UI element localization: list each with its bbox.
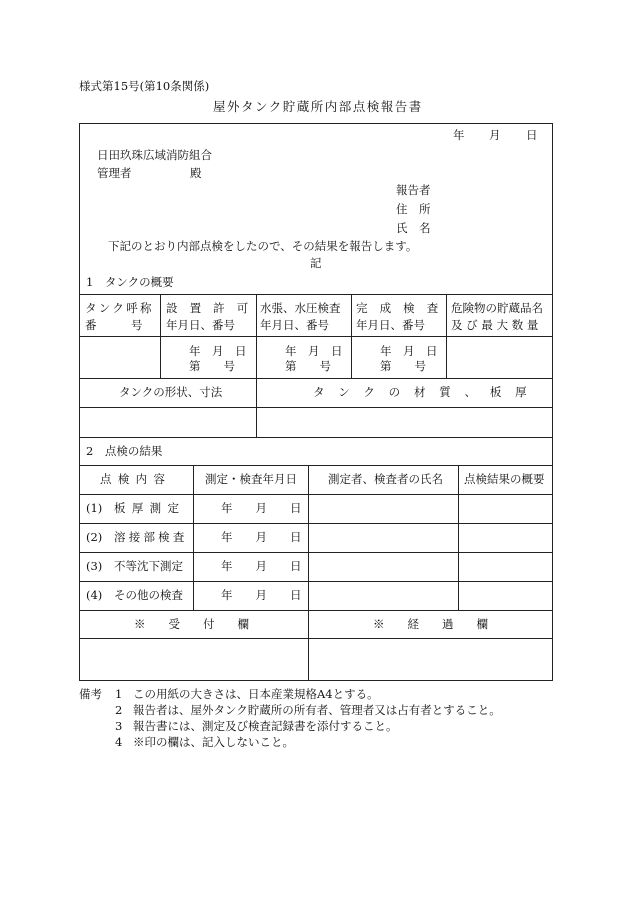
note-text: この用紙の大きさは、日本産業規格A4とする。 bbox=[133, 687, 379, 701]
col-completion-2: 年月日、番号 bbox=[356, 318, 425, 332]
col-pressure-test: 水張、水圧検査 bbox=[260, 301, 341, 315]
col-result-summary: 点検結果の概要 bbox=[464, 472, 545, 486]
notes-label: 備考 bbox=[79, 687, 102, 701]
divider bbox=[458, 465, 459, 610]
row-number: (1) bbox=[86, 501, 103, 515]
divider bbox=[79, 638, 553, 639]
divider bbox=[79, 523, 553, 524]
page-title: 屋外タンク貯蔵所内部点検報告書 bbox=[213, 99, 423, 114]
note-text: 報告者は、屋外タンク貯蔵所の所有者、管理者又は占有者とすること。 bbox=[133, 703, 501, 717]
divider bbox=[79, 610, 553, 611]
note-number: 2 bbox=[115, 703, 123, 717]
col-permit-2: 年月日、番号 bbox=[166, 318, 235, 332]
divider bbox=[79, 437, 553, 438]
section1-heading: 1 タンクの概要 bbox=[86, 275, 174, 289]
row-number: (3) bbox=[86, 559, 103, 573]
note-number: 4 bbox=[115, 735, 123, 749]
divider bbox=[79, 407, 553, 408]
col-inspection-item: 点検内容 bbox=[100, 472, 172, 486]
section2-heading: 2 点検の結果 bbox=[86, 444, 163, 458]
address-label: 住 所 bbox=[396, 202, 431, 216]
row-date: 年 月 日 bbox=[221, 559, 302, 573]
row-number: (2) bbox=[86, 530, 103, 544]
divider bbox=[79, 494, 553, 495]
date-month: 月 bbox=[489, 128, 501, 142]
completion-number: 第 号 bbox=[380, 359, 426, 373]
honorific: 殿 bbox=[190, 166, 202, 180]
manager-label: 管理者 bbox=[97, 166, 132, 180]
note-number: 3 bbox=[115, 719, 123, 733]
pressure-date: 年 月 日 bbox=[285, 344, 343, 358]
note-text: ※印の欄は、記入しないこと。 bbox=[133, 735, 294, 749]
progress-column-label: ※ 経 過 欄 bbox=[373, 617, 488, 631]
row-date: 年 月 日 bbox=[221, 588, 302, 602]
date-day: 日 bbox=[526, 128, 538, 142]
pressure-number: 第 号 bbox=[285, 359, 331, 373]
col-permit: 設置許可 bbox=[166, 301, 261, 315]
name-label: 氏 名 bbox=[396, 221, 431, 235]
row-date: 年 月 日 bbox=[221, 530, 302, 544]
statement: 下記のとおり内部点検をしたので、その結果を報告します。 bbox=[108, 239, 418, 253]
row-date: 年 月 日 bbox=[221, 501, 302, 515]
row-item: 不等沈下測定 bbox=[114, 559, 183, 573]
row-item: 板厚測定 bbox=[114, 501, 186, 515]
divider bbox=[79, 336, 553, 337]
divider bbox=[79, 294, 553, 295]
divider bbox=[256, 294, 257, 437]
divider bbox=[351, 294, 352, 378]
completion-date: 年 月 日 bbox=[380, 344, 438, 358]
col-completion: 完成検査 bbox=[356, 301, 451, 315]
col-inspection-date: 測定・検査年月日 bbox=[205, 472, 297, 486]
reporter-label: 報告者 bbox=[396, 183, 431, 197]
permit-number: 第 号 bbox=[189, 359, 235, 373]
divider bbox=[79, 581, 553, 582]
col-tank-number-2: 番 号 bbox=[85, 318, 143, 332]
row-item: その他の検査 bbox=[114, 588, 183, 602]
row-number: (4) bbox=[86, 588, 103, 602]
permit-date: 年 月 日 bbox=[189, 344, 247, 358]
divider bbox=[79, 552, 553, 553]
col-hazmat: 危険物の貯蔵品名 bbox=[451, 301, 543, 315]
note-text: 報告書には、測定及び検査記録書を添付すること。 bbox=[133, 719, 398, 733]
divider bbox=[160, 294, 161, 378]
reception-column-label: ※ 受 付 欄 bbox=[134, 617, 249, 631]
row-item: 溶接部検査 bbox=[114, 530, 188, 544]
col-hazmat-2: 及び最大数量 bbox=[451, 318, 543, 332]
divider bbox=[79, 378, 553, 379]
note-number: 1 bbox=[115, 687, 123, 701]
divider bbox=[308, 465, 309, 681]
organization-name: 日田玖珠広域消防組合 bbox=[97, 148, 212, 162]
col-tank-number: タンク呼称 bbox=[85, 301, 154, 315]
date-year: 年 bbox=[453, 128, 465, 142]
col-pressure-test-2: 年月日、番号 bbox=[260, 318, 329, 332]
divider bbox=[79, 465, 553, 466]
col-inspector-name: 測定者、検査者の氏名 bbox=[328, 472, 443, 486]
ki-mark: 記 bbox=[310, 256, 322, 270]
form-number: 様式第15号(第10条関係) bbox=[79, 79, 210, 93]
tank-material-label: タンクの材質、板厚 bbox=[313, 385, 541, 399]
tank-shape-label: タンクの形状、寸法 bbox=[119, 385, 223, 399]
divider bbox=[193, 465, 194, 610]
